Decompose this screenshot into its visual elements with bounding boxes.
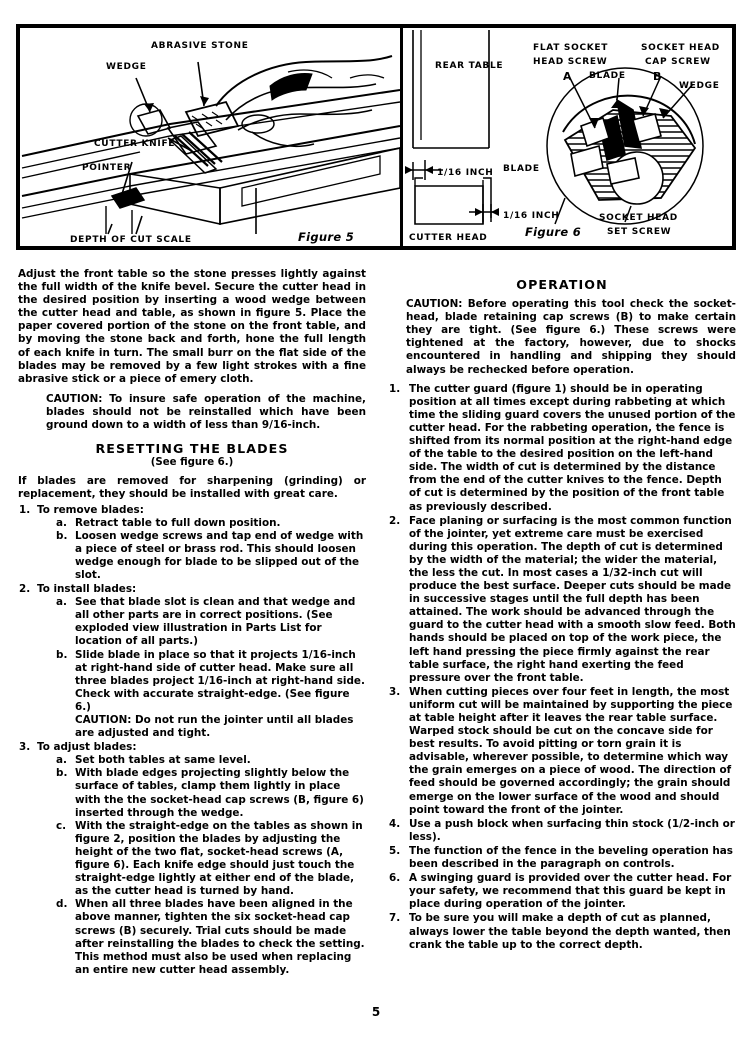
list-text: To install blades: [37,583,137,596]
list-marker: 1. [19,503,31,516]
list-marker: 5. [389,844,401,857]
list-marker: b. [56,648,68,661]
figure6-callout-set-screw-line1: SOCKET HEAD [599,213,678,223]
lead-paragraph: If blades are removed for sharpening (grinding) or replacement, they should be installed with great care. [18,475,366,501]
caution-blade-width [18,393,366,432]
list-item [18,741,366,977]
list-item [18,504,366,583]
figure6-callout-socket-head-cap-screw-line2: CAP SCREW [645,57,711,67]
figure-5-illustration [20,28,400,246]
figures-panel [16,24,736,250]
figure5-callout-depth-of-cut-scale: DEPTH OF CUT SCALE [70,235,192,245]
figure6-callout-flat-socket-head-screw-line2: HEAD SCREW [533,57,608,67]
list-item [388,872,736,911]
list-marker: b. [56,529,68,542]
sublist [37,517,366,582]
intro-paragraph: Adjust the front table so the stone presses lightly against the full width of the knife bevel. Secure the cutter head in the desired position by inserting a wood wedge between the cutter head and table, as shown in figure 5. Place the paper covered portion of the stone on the front table, and by moving the stone back and forth, hone the full length of each knife in turn. The small burr on the flat side of the blades may be removed by a few light strokes with a fine abrasive stick or a piece of emery cloth. [18,268,366,385]
caution-operation [388,298,736,377]
list-item [18,583,366,740]
figure6-callout-set-screw-line2: SET SCREW [607,227,672,237]
list-marker: b. [56,767,68,780]
list-marker: 3. [389,685,401,698]
section-subheading-see-figure-6: (See figure 6.) [150,457,234,469]
list-marker: 2. [389,514,401,527]
list-item [56,898,366,977]
list-text: Loosen wedge screws and tap end of wedge with a piece of steel or brass rod. This should loosen wedge enough for blade to be slipped out of the slot. [75,529,364,581]
caution-text: Do not run the jointer until all blades are adjusted and tight. [75,714,354,740]
list-marker: 4. [389,817,401,830]
page-number: 5 [371,1005,381,1019]
list-text: When all three blades have been aligned in the above manner, tighten the six socket-head cap screws (B) securely. Trial cuts should be made after reinstalling the blades to check the setting. This method must also be used when replacing an entire new cutter head assembly. [75,898,365,976]
caution-rest-text: (See figure 6.) These screws were tightened at the factory, however, due to shocks encountered in handling and shipping they should always be rechecked before operation. [406,324,736,376]
list-marker: a. [56,596,67,609]
figure-5 [20,28,400,246]
list-marker: d. [56,898,68,911]
sublist [37,596,366,740]
figure-6-illustration [403,28,732,246]
figure6-callout-dim-top: 1/16 INCH [437,168,494,178]
figure5-callout-abrasive-stone: ABRASIVE STONE [151,41,249,51]
list-text: To remove blades: [37,503,144,516]
list-item [56,517,366,530]
right-column [388,268,736,953]
list-item [56,820,366,899]
list-text: Use a push block when surfacing thin stock (1/2-inch or less). [409,817,735,843]
list-item [388,818,736,844]
list-item [388,686,736,817]
figure5-callout-pointer: POINTER [82,163,132,173]
figure6-callout-rear-table: REAR TABLE [435,61,504,71]
list-marker: c. [56,819,67,832]
list-item [56,649,366,741]
list-text: The cutter guard (figure 1) should be in operating position at all times except during rabbeting at which time the sliding guard covers the unused portion of the cutter head. For the rabbeting operation, the fence is shifted from its normal position at the right-hand edge of the table to the desired position on the left-hand side. The width of cut is determined by the distance from the end of the cutter knives to the fence. Depth of cut is determined by the position of the front table as previously described. [409,382,736,513]
list-item [388,515,736,685]
list-text: The function of the fence in the beveling operation has been described in the paragraph on controls. [409,844,733,871]
list-text: To adjust blades: [37,741,137,754]
list-item [388,912,736,951]
section-heading-operation: OPERATION [516,277,608,292]
list-marker: 2. [19,583,31,596]
list-text: When cutting pieces over four feet in length, the most uniform cut will be maintained by supporting the piece at table height after it leaves the rear table surface. Warped stock should be cut on the concave side for best results. To avoid pitting or torn grain it is advisable, wherever possible, to determine which way the grain emerges on a piece of wood. The direction of feed should be governed accordingly; the grain should emerge on the lower surface of the wood and should point toward the front of the jointer. [409,685,733,816]
figure6-callout-wedge: WEDGE [679,81,720,91]
figure6-callout-cutter-head: CUTTER HEAD [409,233,488,243]
list-text: With the straight-edge on the tables as shown in figure 2, position the blades by adjusting the height of the two flat, socket-head screws (A, figure 6). Each knife edge should just touch the straight-edge lightly at either end of the blade, as the cutter head is turned by hand. [75,819,363,898]
caution-label: CAUTION: [75,714,132,726]
figure5-callout-wedge: WEDGE [106,62,147,72]
list-item [56,596,366,648]
resetting-blades-list [18,504,366,977]
operation-list [388,383,736,952]
figure6-callout-blade-right: BLADE [503,164,540,174]
list-marker: a. [56,516,67,529]
list-text: Slide blade in place so that it projects 1/16-inch at right-hand side of cutter head. Make sure all three blades project 1/16-inch at right-hand side. Check with accurate straight-edge. (See figure 6.) [75,648,365,713]
left-column [18,268,366,978]
figure6-callout-dim-bottom: 1/16 INCH [503,211,560,221]
figure-6 [403,28,732,246]
list-text: Retract table to full down position. [75,516,281,529]
figure6-callout-flat-socket-head-screw-line1: FLAT SOCKET [533,43,609,53]
sublist [37,754,366,977]
caution-label: CAUTION: [46,392,103,405]
list-marker: a. [56,754,67,767]
list-item [56,767,366,819]
list-item [56,754,366,767]
list-marker: 6. [389,872,401,885]
section-heading-resetting-blades: RESETTING THE BLADES [95,441,289,457]
list-text: Set both tables at same level. [75,754,251,767]
caution-bold-text: Before operating this tool check the socket-head, blade retaining cap screws (B) to make certain they are tight. [406,298,736,337]
figure5-label: Figure 5 [298,230,355,244]
list-item [56,530,366,582]
list-text: See that blade slot is clean and that wedge and all other parts are in correct positions. (See exploded view illustration in Parts List for location of all parts.) [75,596,356,648]
list-text: To be sure you will make a depth of cut as planned, always lower the table beyond the depth wanted, then crank the table up to the correct depth. [409,912,731,951]
list-text: A swinging guard is provided over the cutter head. For your safety, we recommend that this guard be kept in place during operation of the jointer. [409,872,732,911]
caution-label: CAUTION: [406,298,463,311]
figure6-marker-a: A [563,70,572,83]
figure6-label: Figure 6 [525,225,582,239]
list-item [388,383,736,514]
inline-caution [75,714,366,740]
list-marker: 7. [389,912,401,925]
list-item [388,845,736,871]
text-columns [16,268,736,998]
figure5-callout-cutter-knife: CUTTER KNIFE [94,139,176,149]
figure6-marker-b: B [653,70,662,83]
list-text: Face planing or surfacing is the most common function of the jointer, yet extreme care must be exercised during this operation. The depth of cut is determined by the width of the material; the wider the material, the less the cut. In most cases a 1/32-inch cut will produce the best surface. Deeper cuts should be made in successive stages until the full depth has been attained. The work should be advanced through the guard to the cutter head with a smooth slow feed. Both hands should be placed on top of the work piece, the left hand pressing the piece firmly against the rear table surface, the right hand exerting the feed pressure over the front table. [409,514,736,684]
caution-text: To insure safe operation of the machine, blades should not be reinstalled which have been ground down to a width of less than 9/16-inch. [46,392,366,432]
list-marker: 1. [389,382,401,395]
figure6-callout-blade-top: BLADE [589,71,626,81]
figure6-callout-socket-head-cap-screw-line1: SOCKET HEAD [641,43,720,53]
list-marker: 3. [19,741,31,754]
list-text: With blade edges projecting slightly below the surface of tables, clamp them lightly in place with the the socket-head cap screws (B, figure 6) inserted through the wedge. [75,767,364,819]
